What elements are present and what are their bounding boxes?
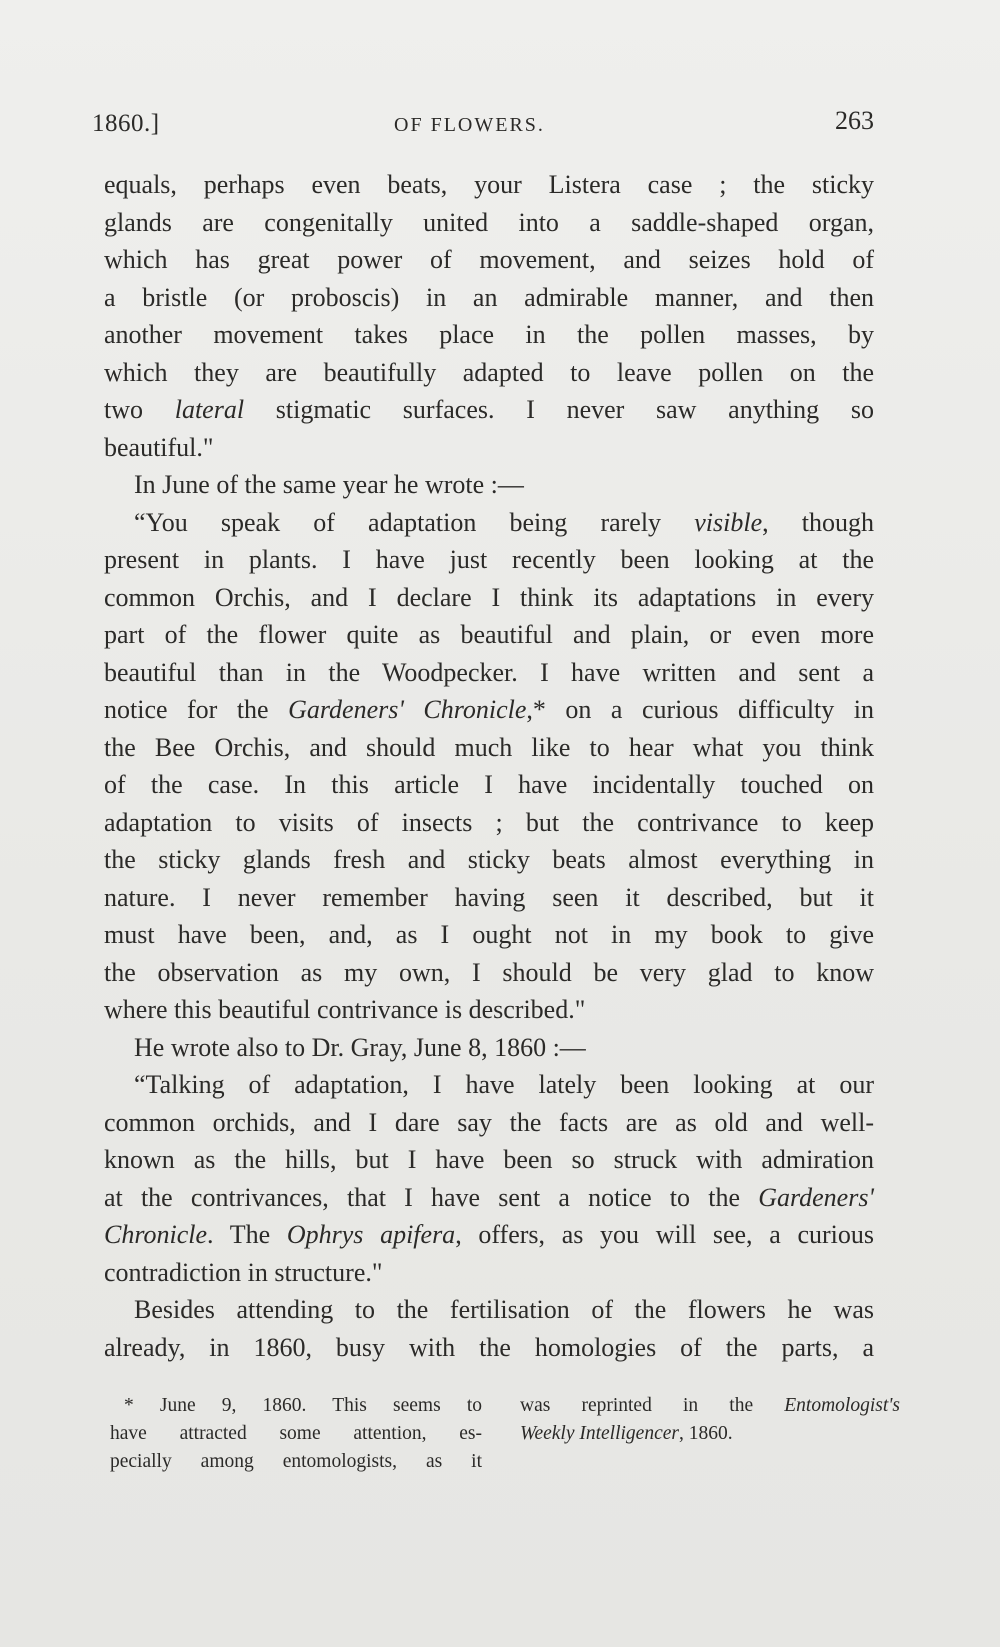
text-line: beautiful than in the Woodpecker. I have written and sent a xyxy=(104,657,874,687)
text-line: nature. I never remember having seen it described, but it xyxy=(104,882,874,912)
text-line: common Orchis, and I declare I think its adaptations in every xyxy=(104,582,874,612)
text-line: “You speak of adaptation being rarely visible, though xyxy=(134,507,874,537)
text-line: known as the hills, but I have been so struck with admiration xyxy=(104,1145,874,1174)
text-line: notice for the Gardeners' Chronicle,* on a curious difficulty in xyxy=(104,695,874,724)
text-line: equals, perhaps even beats, your Listera case ; the sticky xyxy=(104,170,874,199)
text-line: which they are beautifully adapted to leave pollen on the xyxy=(104,357,874,387)
page-number: 263 xyxy=(835,106,874,135)
body-text xyxy=(104,166,874,1366)
text-line: must have been, and, as I ought not in my book to give xyxy=(104,920,874,949)
text-line: Besides attending to the fertilisation of the flowers he was xyxy=(134,1295,874,1324)
text-line: at the contrivances, that I have sent a notice to the Gardeners' xyxy=(104,1182,874,1212)
footnote-line: have attracted some attention, es- xyxy=(110,1423,482,1444)
text-line: which has great power of movement, and seizes hold of xyxy=(104,245,874,274)
text-line: “Talking of adaptation, I have lately been looking at our xyxy=(134,1070,874,1099)
running-header xyxy=(92,106,874,146)
footnote-line: pecially among entomologists, as it xyxy=(110,1451,482,1472)
text-line: contradiction in structure." xyxy=(104,1257,383,1287)
text-line: Chronicle. The Ophrys apifera, offers, as you will see, a curious xyxy=(104,1220,874,1249)
text-line: the sticky glands fresh and sticky beats almost everything in xyxy=(104,845,874,874)
text-line: two lateral stigmatic surfaces. I never saw anything so xyxy=(104,395,874,424)
text-line: He wrote also to Dr. Gray, June 8, 1860 :— xyxy=(134,1032,586,1062)
text-line: a bristle (or proboscis) in an admirable manner, and then xyxy=(104,282,874,312)
text-line: another movement takes place in the pollen masses, by xyxy=(104,320,874,349)
text-line: where this beautiful contrivance is described." xyxy=(104,995,586,1024)
header-year: 1860.] xyxy=(92,110,160,137)
footnote-left-column xyxy=(110,1392,482,1476)
text-line: already, in 1860, busy with the homologies of the parts, a xyxy=(104,1332,874,1362)
text-line: adaptation to visits of insects ; but the contrivance to keep xyxy=(104,807,874,837)
text-line: present in plants. I have just recently been looking at the xyxy=(104,545,874,574)
text-line: of the case. In this article I have incidentally touched on xyxy=(104,770,874,799)
footnote-right-column xyxy=(520,1392,900,1448)
text-line: common orchids, and I dare say the facts are as old and well- xyxy=(104,1107,874,1137)
text-line: glands are congenitally united into a saddle-shaped organ, xyxy=(104,207,874,237)
text-line: part of the flower quite as beautiful and plain, or even more xyxy=(104,620,874,649)
footnote-line: was reprinted in the Entomologist's xyxy=(520,1395,900,1416)
text-line: In June of the same year he wrote :— xyxy=(134,470,524,499)
text-line: the Bee Orchis, and should much like to hear what you think xyxy=(104,732,874,762)
footnote-line: Weekly Intelligencer, 1860. xyxy=(520,1423,733,1444)
text-line: the observation as my own, I should be very glad to know xyxy=(104,957,874,987)
footnote-line: * June 9, 1860. This seems to xyxy=(124,1395,482,1416)
header-title: OF FLOWERS. xyxy=(394,114,545,136)
text-line: beautiful." xyxy=(104,432,214,462)
